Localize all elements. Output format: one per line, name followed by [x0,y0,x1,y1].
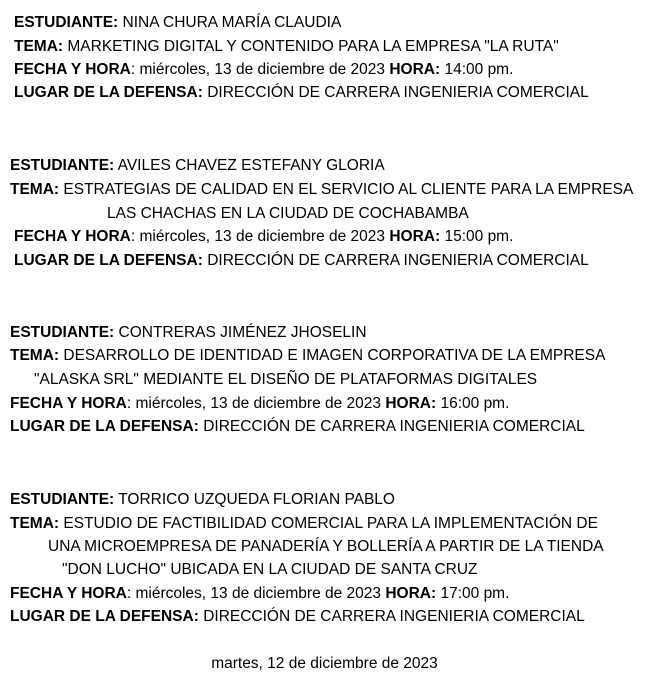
entry-4-topic-continuation-2 [62,561,478,579]
entry-2-place-line [14,252,589,270]
student-name: AVILES CHAVEZ ESTEFANY GLORIA [117,157,385,174]
datetime-label: FECHA Y HORA [10,395,127,412]
entry-1-topic-line [14,38,559,56]
time-label: HORA: [389,228,441,245]
topic-label: TEMA: [10,347,60,364]
entry-1-datetime-line: FECHA Y HORA: miércoles, 13 de diciembre de 2023 HORA: 14:00 pm. [14,61,514,78]
date-value: miércoles, 13 de diciembre de 2023 [139,228,386,245]
date-value: miércoles, 13 de diciembre de 2023 [139,61,386,78]
entry-4-student-line [10,491,395,509]
topic-label: TEMA: [10,181,60,198]
datetime-label: FECHA Y HORA [14,61,131,78]
topic-text: ESTUDIO DE FACTIBILIDAD COMERCIAL PARA LA IMPLEMENTACIÓN DE [63,515,598,532]
entry-1-student-line [14,14,341,32]
place-value: DIRECCIÓN DE CARRERA INGENIERIA COMERCIAL [203,418,585,435]
student-name: TORRICO UZQUEDA FLORIAN PABLO [118,491,395,508]
entry-4-topic-line [10,515,598,533]
student-label: ESTUDIANTE: [10,324,115,341]
place-value: DIRECCIÓN DE CARRERA INGENIERIA COMERCIAL [207,84,589,101]
topic-text: "ALASKA SRL" MEDIANTE EL DISEÑO DE PLATAFORMAS DIGITALES [34,371,538,388]
entry-2-topic-line [10,181,633,199]
entry-3-student-line [10,324,367,342]
entry-4-datetime-line: FECHA Y HORA: miércoles, 13 de diciembre de 2023 HORA: 17:00 pm. [10,585,510,602]
entry-2-student-line [10,157,385,175]
time-value: 17:00 pm. [440,585,510,602]
datetime-label: FECHA Y HORA [14,228,131,245]
place-label: LUGAR DE LA DEFENSA: [14,84,203,101]
time-value: 14:00 pm. [444,61,514,78]
place-value: DIRECCIÓN DE CARRERA INGENIERIA COMERCIAL [207,252,589,269]
entry-3-topic-line [10,347,605,365]
student-label: ESTUDIANTE: [10,157,115,174]
topic-text: UNA MICROEMPRESA DE PANADERÍA Y BOLLERÍA A PARTIR DE LA TIENDA [48,538,604,555]
topic-text: MARKETING DIGITAL Y CONTENIDO PARA LA EMPRESA "LA RUTA" [67,38,559,55]
time-value: 16:00 pm. [440,395,510,412]
topic-label: TEMA: [14,38,64,55]
place-value: DIRECCIÓN DE CARRERA INGENIERIA COMERCIAL [203,608,585,625]
time-label: HORA: [389,61,441,78]
entry-3-place-line [10,418,585,436]
time-value: 15:00 pm. [444,228,514,245]
student-label: ESTUDIANTE: [10,491,115,508]
date-value: miércoles, 13 de diciembre de 2023 [135,585,382,602]
entry-4-topic-continuation-1 [48,538,604,556]
datetime-label: FECHA Y HORA [10,585,127,602]
student-label: ESTUDIANTE: [14,14,119,31]
entry-1-place-line [14,84,589,102]
topic-text: ESTRATEGIAS DE CALIDAD EN EL SERVICIO AL CLIENTE PARA LA EMPRESA [63,181,634,198]
footer-date: martes, 12 de diciembre de 2023 [211,655,438,672]
place-label: LUGAR DE LA DEFENSA: [10,418,199,435]
place-label: LUGAR DE LA DEFENSA: [14,252,203,269]
date-value: miércoles, 13 de diciembre de 2023 [135,395,382,412]
topic-text: LAS CHACHAS EN LA CIUDAD DE COCHABAMBA [107,205,469,222]
entry-4-place-line [10,608,585,626]
topic-text: "DON LUCHO" UBICADA EN LA CIUDAD DE SANTA CRUZ [62,561,478,578]
topic-label: TEMA: [10,515,60,532]
student-name: CONTRERAS JIMÉNEZ JHOSELIN [118,324,367,341]
student-name: NINA CHURA MARÍA CLAUDIA [122,14,342,31]
entry-2-datetime-line: FECHA Y HORA: miércoles, 13 de diciembre de 2023 HORA: 15:00 pm. [14,228,514,245]
entry-3-datetime-line: FECHA Y HORA: miércoles, 13 de diciembre de 2023 HORA: 16:00 pm. [10,395,510,412]
time-label: HORA: [385,395,437,412]
topic-text: DESARROLLO DE IDENTIDAD E IMAGEN CORPORATIVA DE LA EMPRESA [63,347,606,364]
entry-3-topic-continuation [34,371,537,389]
time-label: HORA: [385,585,437,602]
place-label: LUGAR DE LA DEFENSA: [10,608,199,625]
entry-2-topic-continuation [107,205,469,223]
